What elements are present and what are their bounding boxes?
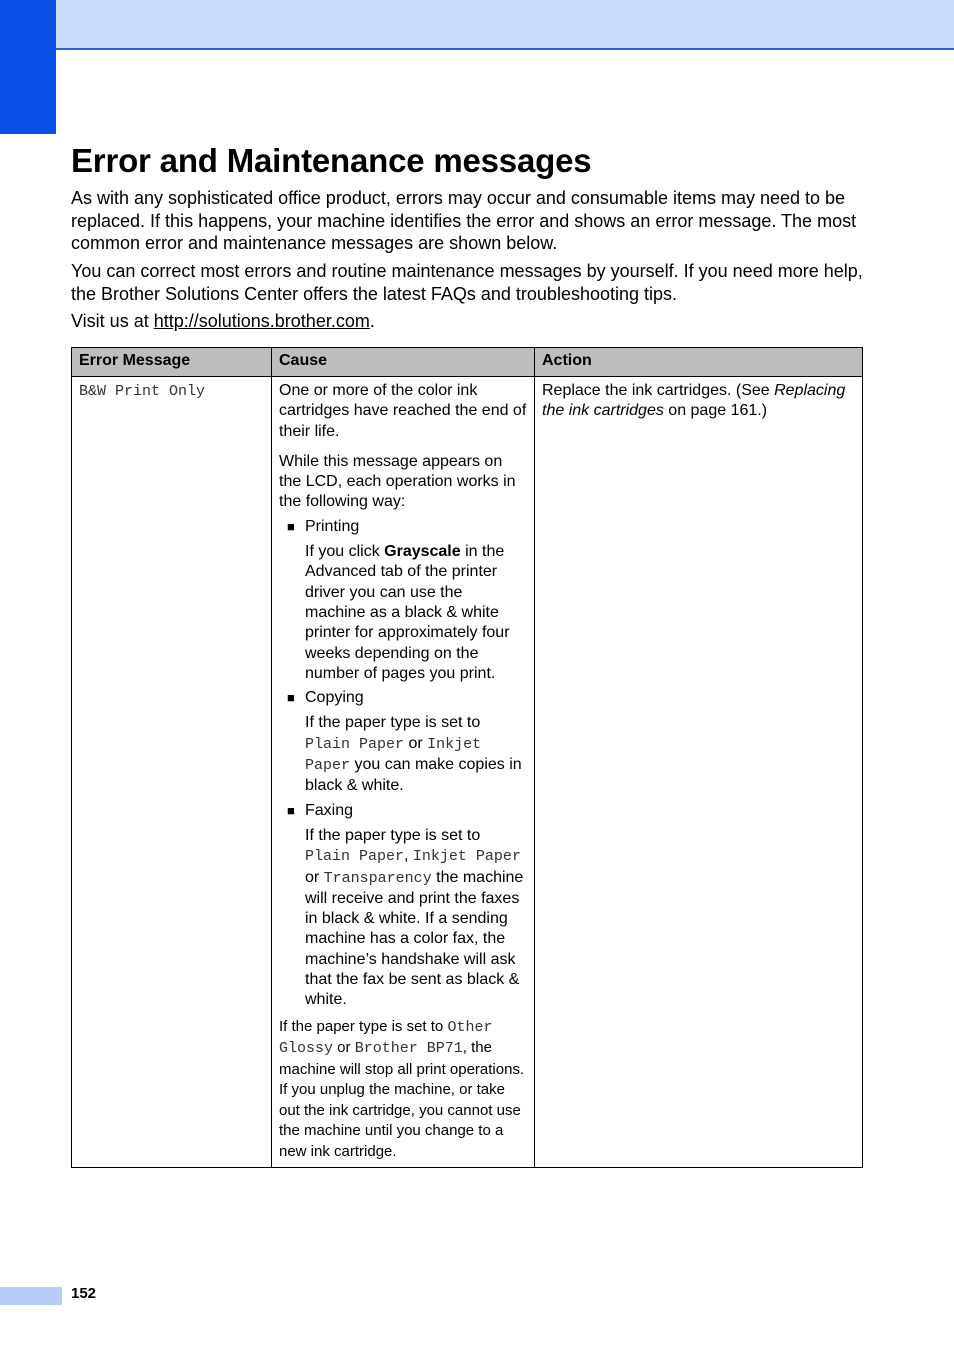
printing-description	[305, 542, 527, 684]
action-cell	[535, 377, 863, 1168]
square-bullet-icon: ■	[287, 802, 295, 818]
faxing-text-1: If the paper type is set to	[305, 826, 481, 844]
error-table	[71, 347, 863, 1168]
grayscale-term: Grayscale	[384, 543, 461, 561]
faxing-description	[305, 826, 527, 1011]
other-glossy-term: Other Glossy	[279, 1018, 493, 1058]
square-bullet-icon: ■	[287, 690, 295, 706]
solutions-link[interactable]: http://solutions.brother.com	[153, 311, 370, 331]
inkjet-paper-term: Inkjet Paper	[305, 735, 482, 775]
replacing-cartridges-reference: Replacing the ink cartridges	[542, 382, 846, 420]
visit-line	[71, 310, 871, 333]
printing-text-1: If you click	[305, 543, 385, 561]
bullet-label-copying: Copying	[305, 689, 364, 707]
header-band	[0, 0, 954, 50]
table-row	[72, 377, 863, 1168]
copying-description	[305, 713, 527, 796]
glossy-text-1: If the paper type is set to	[279, 1017, 448, 1035]
glossy-text-3: , the machine will stop all print operations. If you unplug the machine, or take out the ink cartridge, you cannot use the machine until you change to a new ink cartridge.	[279, 1039, 525, 1160]
inkjet-paper-term: Inkjet Paper	[412, 848, 521, 866]
footer-tab	[0, 1287, 62, 1305]
intro-paragraph-1: As with any sophisticated office product, errors may occur and consumable items may need to be replaced. If this happens, your machine identifies the error and shows an error message. The most common error and maintenance messages are shown below.	[71, 188, 857, 253]
glossy-note	[279, 1017, 527, 1163]
faxing-text-2: ,	[404, 847, 413, 865]
glossy-text-2: or	[333, 1039, 355, 1057]
action-text-1: Replace the ink cartridges. (See	[542, 382, 775, 399]
column-header-action: Action	[535, 348, 863, 377]
error-message-text: B&W Print Only	[79, 383, 206, 400]
visit-suffix: .	[369, 311, 375, 331]
faxing-text-3: or	[305, 868, 324, 886]
faxing-text-4: the machine will receive and print the faxes in black & white. If a sending machine has a color fax, the machine’s handshake will ask that the fax be sent as black & white.	[305, 868, 524, 1009]
chapter-tab	[0, 0, 56, 134]
page-number: 152	[71, 1285, 97, 1302]
brother-bp71-term: Brother BP71	[354, 1040, 463, 1058]
table-header-row	[72, 348, 863, 377]
visit-prefix: Visit us at	[71, 311, 154, 331]
plain-paper-term: Plain Paper	[305, 735, 405, 753]
error-message-cell	[72, 377, 272, 1168]
action-text-2: on page 161.)	[663, 402, 768, 420]
plain-paper-term: Plain Paper	[305, 848, 405, 866]
cause-paragraph-2: While this message appears on the LCD, each operation works in the following way:	[279, 452, 516, 511]
square-bullet-icon: ■	[287, 518, 295, 534]
copying-text-1: If the paper type is set to	[305, 714, 481, 732]
cause-paragraph-1: One or more of the color ink cartridges have reached the end of their life.	[279, 382, 527, 440]
printing-text-2: in the Advanced tab of the printer driver you can use the machine as a black & white printer for approximately four weeks depending on the number of pages you print.	[305, 543, 510, 682]
transparency-term: Transparency	[323, 869, 432, 887]
bullet-copying	[279, 688, 527, 708]
bullet-label-faxing: Faxing	[305, 801, 354, 819]
cause-cell	[272, 377, 535, 1168]
bullet-faxing	[279, 801, 527, 821]
bullet-printing	[279, 517, 527, 537]
column-header-cause: Cause	[272, 348, 535, 377]
page-title: Error and Maintenance messages	[71, 142, 592, 179]
bullet-label-printing: Printing	[305, 517, 360, 535]
column-header-error-message: Error Message	[72, 348, 272, 377]
copying-text-2: or	[404, 734, 428, 752]
copying-text-3: you can make copies in black & white.	[305, 756, 522, 795]
intro-paragraph-2: You can correct most errors and routine maintenance messages by yourself. If you need more help, the Brother Solutions Center offers the latest FAQs and troubleshooting tips.	[71, 261, 863, 304]
